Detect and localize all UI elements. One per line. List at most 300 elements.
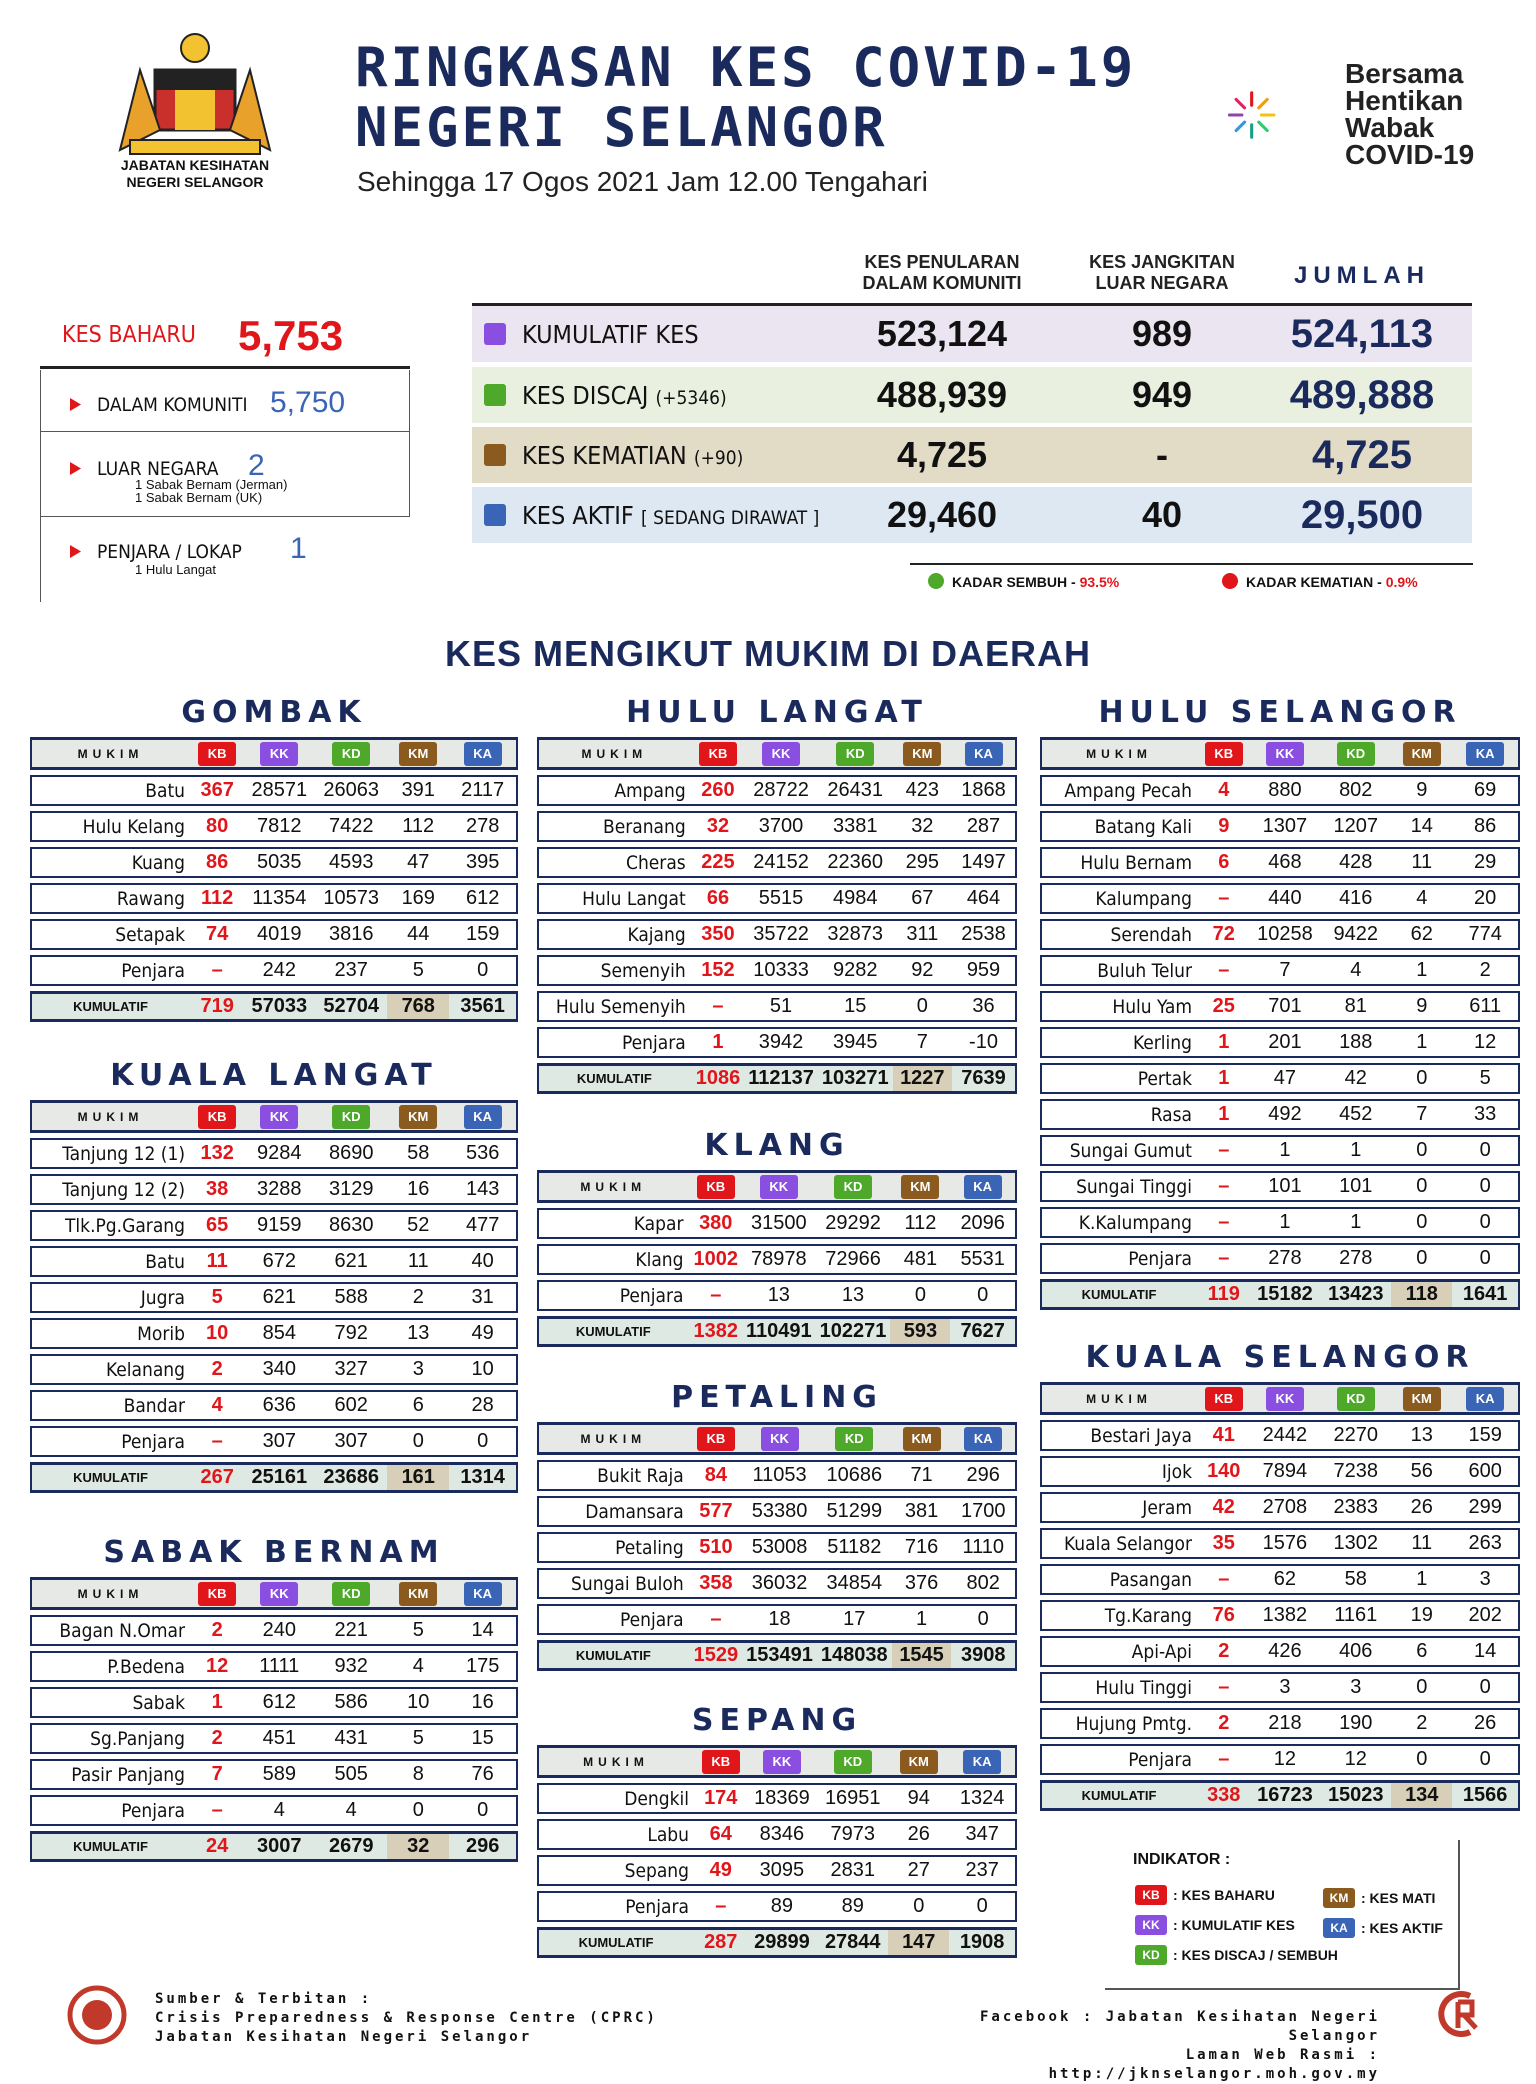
table-row: [1040, 1564, 1520, 1595]
table-cell: 7973: [817, 1819, 888, 1850]
table-row: [30, 1318, 518, 1349]
table-cell: Tanjung 12 (2): [30, 1174, 191, 1205]
col-km: KM: [888, 1745, 949, 1778]
table-cell: 510: [690, 1532, 743, 1563]
table-cell: 7422: [315, 811, 387, 842]
cumulative-cell: 148038: [817, 1640, 892, 1671]
table-cell: 0: [1452, 1207, 1520, 1238]
table-cell: 0: [449, 1426, 518, 1457]
table-row: [1040, 1135, 1520, 1166]
indicator-title: INDIKATOR :: [1133, 1851, 1231, 1868]
table-cell: 188: [1320, 1027, 1391, 1058]
table-cell: 2: [191, 1723, 243, 1754]
table-row: [30, 811, 518, 842]
table-cell: 12: [1452, 1027, 1520, 1058]
table-cell: 38: [191, 1174, 243, 1205]
table-row: [537, 1819, 1017, 1850]
table-cell: Bukit Raja: [537, 1460, 690, 1491]
table-cell: 0: [888, 1891, 949, 1922]
table-cell: Sungai Gumut: [1040, 1135, 1198, 1166]
district-title: KLANG: [704, 1128, 850, 1163]
table-cell: 89: [817, 1891, 888, 1922]
table-cell: 18369: [747, 1783, 818, 1814]
table-row: [1040, 1528, 1520, 1559]
table-header: [537, 737, 1017, 770]
table-cell: 350: [692, 919, 745, 950]
campaign-logo: [1225, 55, 1345, 175]
table-cell: 701: [1250, 991, 1321, 1022]
table-row: [30, 1174, 518, 1205]
summary-col1-header: KES PENULARAN DALAM KOMUNITI: [862, 252, 1022, 293]
table-cell: –: [1198, 955, 1250, 986]
footer-contact: Facebook : Jabatan Kesihatan Negeri Selangor Laman Web Rasmi : http://jknselangor.moh.gov.my: [979, 2009, 1380, 2082]
table-cell: 2: [1198, 1636, 1250, 1667]
table-row: [30, 1138, 518, 1169]
table-cell: 15: [818, 991, 893, 1022]
table-cell: 28: [449, 1390, 518, 1421]
table-cell: Sabak: [30, 1687, 191, 1718]
summary-community: 488,939: [876, 374, 1008, 415]
col-kb: KB: [191, 1577, 243, 1610]
table-cell: 464: [952, 883, 1017, 914]
table-header: [537, 1170, 1017, 1203]
table-cell: 1207: [1320, 811, 1391, 842]
table-cell: 76: [449, 1759, 518, 1790]
col-kd: KD: [818, 737, 893, 770]
table-cell: Batu: [30, 775, 191, 806]
table-cell: 112: [191, 883, 243, 914]
table-cell: 40: [449, 1246, 518, 1277]
table-cell: 7: [1391, 1099, 1452, 1130]
table-cell: –: [191, 955, 243, 986]
table-row: [30, 1615, 518, 1646]
table-cell: Penjara: [537, 1604, 690, 1635]
table-cell: 16: [387, 1174, 449, 1205]
table-cell: 0: [951, 1604, 1017, 1635]
col-ka: KA: [449, 1577, 518, 1610]
table-cell: 1161: [1320, 1600, 1391, 1631]
table-cell: 65: [191, 1210, 243, 1241]
cumulative-cell: 32: [387, 1831, 449, 1862]
table-cell: 56: [1391, 1456, 1452, 1487]
table-cell: 51299: [817, 1496, 892, 1527]
table-cell: 78978: [742, 1244, 816, 1275]
cumulative-label: KUMULATIF: [1040, 1279, 1198, 1310]
table-cell: 1: [892, 1604, 952, 1635]
table-row: [1040, 1171, 1520, 1202]
table-cell: 13: [1391, 1420, 1452, 1451]
table-cell: 11053: [742, 1460, 817, 1491]
table-cell: 1: [1198, 1027, 1250, 1058]
table-cell: 367: [191, 775, 243, 806]
table-cell: 12: [1250, 1744, 1321, 1775]
summary-col3-header: JUMLAH: [1294, 262, 1430, 289]
col-mukim: MUKIM: [537, 737, 692, 770]
col-mukim: MUKIM: [1040, 1382, 1198, 1415]
cumulative-row: [537, 1640, 1017, 1671]
table-cell: 14: [449, 1615, 518, 1646]
table-cell: 152: [692, 955, 745, 986]
table-row: [1040, 1027, 1520, 1058]
table-cell: 431: [315, 1723, 387, 1754]
table-cell: 35722: [744, 919, 818, 950]
table-cell: 505: [315, 1759, 387, 1790]
table-row: [537, 1891, 1017, 1922]
table-cell: 311: [893, 919, 952, 950]
section-title: KES MENGIKUT MUKIM DI DAERAH: [445, 633, 1091, 674]
table-cell: Klang: [537, 1244, 690, 1275]
table-cell: 7: [893, 1027, 952, 1058]
table-cell: 588: [315, 1282, 387, 1313]
table-row: [537, 955, 1017, 986]
table-cell: Sungai Buloh: [537, 1568, 690, 1599]
table-header: [537, 1745, 1017, 1778]
table-row: [537, 1208, 1017, 1239]
cprc-seal-logo: [62, 1985, 132, 2045]
table-cell: Penjara: [537, 1280, 690, 1311]
table-cell: 1002: [690, 1244, 743, 1275]
table-cell: 13: [816, 1280, 891, 1311]
table-cell: 47: [387, 847, 449, 878]
table-cell: 296: [951, 1460, 1017, 1491]
table-cell: Batang Kali: [1040, 811, 1198, 842]
col-mukim: MUKIM: [30, 1100, 191, 1133]
table-cell: 140: [1198, 1456, 1250, 1487]
table-cell: Kapar: [537, 1208, 690, 1239]
indicator-kd: KD : KES DISCAJ / SEMBUH: [1135, 1945, 1338, 1965]
table-cell: 3945: [818, 1027, 893, 1058]
col-kb: KB: [191, 737, 243, 770]
col-kk: KK: [742, 1170, 816, 1203]
table-cell: 406: [1320, 1636, 1391, 1667]
table-row: [1040, 991, 1520, 1022]
table-cell: 1324: [949, 1783, 1017, 1814]
district-table: [537, 1740, 1017, 1963]
cumulative-cell: 52704: [315, 991, 387, 1022]
table-cell: 1497: [952, 847, 1017, 878]
table-cell: Batu: [30, 1246, 191, 1277]
cumulative-row: [537, 1063, 1017, 1094]
table-cell: 381: [892, 1496, 952, 1527]
table-cell: 5: [387, 955, 449, 986]
table-cell: 774: [1452, 919, 1520, 950]
table-cell: 4: [1320, 955, 1391, 986]
table-cell: 2538: [952, 919, 1017, 950]
table-cell: Penjara: [537, 1891, 695, 1922]
table-cell: Cheras: [537, 847, 692, 878]
table-cell: 260: [692, 775, 745, 806]
table-row: [1040, 1456, 1520, 1487]
table-cell: 32873: [818, 919, 893, 950]
col-ka: KA: [952, 737, 1017, 770]
table-cell: 0: [1452, 1243, 1520, 1274]
col-kb: KB: [690, 1422, 743, 1455]
cumulative-cell: 27844: [817, 1927, 888, 1958]
col-kk: KK: [1250, 737, 1321, 770]
table-row: [1040, 883, 1520, 914]
table-cell: 5035: [243, 847, 315, 878]
summary-total: 524,113: [1290, 311, 1434, 356]
table-cell: 621: [243, 1282, 315, 1313]
table-cell: 36032: [742, 1568, 817, 1599]
district-table: [537, 1165, 1017, 1352]
table-cell: 64: [695, 1819, 747, 1850]
col-kb: KB: [1198, 737, 1250, 770]
col-mukim: MUKIM: [30, 1577, 191, 1610]
table-cell: 33: [1452, 1099, 1520, 1130]
col-km: KM: [387, 1100, 449, 1133]
table-cell: 26063: [315, 775, 387, 806]
cumulative-cell: 1227: [893, 1063, 952, 1094]
table-cell: 0: [1391, 1135, 1452, 1166]
table-cell: 1: [1391, 955, 1452, 986]
table-cell: 602: [315, 1390, 387, 1421]
district-title: HULU SELANGOR: [1098, 695, 1462, 730]
summary-row-label: KES AKTIF [ SEDANG DIRAWAT ]: [522, 500, 820, 530]
table-cell: 600: [1452, 1456, 1520, 1487]
col-kd: KD: [817, 1422, 892, 1455]
cumulative-cell: 7627: [950, 1316, 1017, 1347]
table-cell: Ampang Pecah: [1040, 775, 1198, 806]
table-cell: 7: [1250, 955, 1321, 986]
table-cell: 278: [1320, 1243, 1391, 1274]
table-cell: 452: [1320, 1099, 1391, 1130]
col-ka: KA: [949, 1745, 1017, 1778]
table-cell: 358: [690, 1568, 743, 1599]
district-title: SEPANG: [691, 1703, 863, 1738]
table-cell: 295: [893, 847, 952, 878]
table-cell: 477: [449, 1210, 518, 1241]
table-cell: Bandar: [30, 1390, 191, 1421]
district-table: [1040, 732, 1520, 1315]
table-cell: 26: [888, 1819, 949, 1850]
table-cell: 3: [1320, 1672, 1391, 1703]
table-cell: Hulu Tinggi: [1040, 1672, 1198, 1703]
table-cell: 49: [449, 1318, 518, 1349]
table-cell: 29292: [816, 1208, 891, 1239]
table-header: [30, 1577, 518, 1610]
table-cell: 481: [890, 1244, 950, 1275]
table-cell: Sungai Tinggi: [1040, 1171, 1198, 1202]
table-cell: –: [690, 1604, 743, 1635]
indicator-kb: KB : KES BAHARU: [1135, 1885, 1275, 1905]
table-cell: 612: [243, 1687, 315, 1718]
table-cell: 932: [315, 1651, 387, 1682]
table-cell: 5: [1452, 1063, 1520, 1094]
table-cell: 380: [690, 1208, 743, 1239]
cumulative-label: KUMULATIF: [537, 1927, 695, 1958]
col-kd: KD: [817, 1745, 888, 1778]
overseas-value: 2: [248, 449, 265, 482]
col-kk: KK: [1250, 1382, 1321, 1415]
cumulative-cell: 57033: [243, 991, 315, 1022]
table-cell: 86: [191, 847, 243, 878]
table-cell: –: [1198, 1744, 1250, 1775]
district-table: [30, 1572, 518, 1867]
cumulative-row: [30, 1462, 518, 1493]
table-cell: 80: [191, 811, 243, 842]
table-cell: 3700: [744, 811, 818, 842]
table-row: [30, 1282, 518, 1313]
table-cell: 9422: [1320, 919, 1391, 950]
table-cell: 112: [890, 1208, 950, 1239]
table-cell: 2442: [1250, 1420, 1321, 1451]
table-cell: 1: [692, 1027, 745, 1058]
table-header: [537, 1422, 1017, 1455]
col-kd: KD: [1320, 737, 1391, 770]
table-cell: 42: [1198, 1492, 1250, 1523]
table-cell: Labu: [537, 1819, 695, 1850]
table-cell: 1868: [952, 775, 1017, 806]
col-kb: KB: [690, 1170, 743, 1203]
table-cell: 1302: [1320, 1528, 1391, 1559]
table-cell: 67: [893, 883, 952, 914]
overseas-notes: 1 Sabak Bernam (Jerman) 1 Sabak Bernam (UK): [135, 477, 288, 505]
table-cell: 35: [1198, 1528, 1250, 1559]
table-cell: 1: [1198, 1063, 1250, 1094]
cumulative-cell: 119: [1198, 1279, 1250, 1310]
cumulative-label: KUMULATIF: [537, 1640, 690, 1671]
table-cell: 2383: [1320, 1492, 1391, 1523]
table-row: [537, 811, 1017, 842]
table-cell: 34854: [817, 1568, 892, 1599]
table-cell: 3288: [243, 1174, 315, 1205]
table-cell: 26: [1391, 1492, 1452, 1523]
table-cell: Kelanang: [30, 1354, 191, 1385]
summary-row: [472, 427, 1472, 483]
cumulative-cell: 153491: [742, 1640, 817, 1671]
table-cell: 5: [191, 1282, 243, 1313]
table-row: [30, 1354, 518, 1385]
col-mukim: MUKIM: [30, 737, 191, 770]
table-cell: Tanjung 12 (1): [30, 1138, 191, 1169]
table-cell: 10686: [817, 1460, 892, 1491]
summary-total: 29,500: [1300, 492, 1424, 537]
table-cell: 2: [1391, 1708, 1452, 1739]
page-title-line2: NEGERI SELANGOR: [355, 96, 888, 159]
table-cell: 589: [243, 1759, 315, 1790]
table-cell: 0: [1452, 1744, 1520, 1775]
table-cell: Kerling: [1040, 1027, 1198, 1058]
table-cell: 51182: [817, 1532, 892, 1563]
table-row: [537, 1855, 1017, 1886]
table-cell: 112: [387, 811, 449, 842]
cumulative-cell: 103271: [818, 1063, 893, 1094]
table-header: [1040, 737, 1520, 770]
table-cell: 240: [243, 1615, 315, 1646]
table-cell: 11: [387, 1246, 449, 1277]
cprc-logo: [1430, 1988, 1490, 2040]
table-row: [537, 1568, 1017, 1599]
col-ka: KA: [1452, 737, 1520, 770]
col-kk: KK: [243, 1100, 315, 1133]
cumulative-cell: 593: [890, 1316, 950, 1347]
table-cell: 20: [1452, 883, 1520, 914]
district-title: KUALA LANGAT: [110, 1058, 438, 1093]
table-cell: –: [191, 1426, 243, 1457]
cumulative-cell: 1314: [449, 1462, 518, 1493]
table-cell: –: [191, 1795, 243, 1826]
table-cell: 9284: [243, 1138, 315, 1169]
table-row: [30, 1687, 518, 1718]
table-cell: 792: [315, 1318, 387, 1349]
table-row: [1040, 1600, 1520, 1631]
table-cell: 53380: [742, 1496, 817, 1527]
table-cell: 58: [387, 1138, 449, 1169]
table-cell: Hujung Pmtg.: [1040, 1708, 1198, 1739]
table-cell: –: [1198, 1135, 1250, 1166]
cumulative-cell: 338: [1198, 1780, 1250, 1811]
table-cell: 1: [1320, 1207, 1391, 1238]
table-cell: 0: [1452, 1135, 1520, 1166]
table-header: [30, 737, 518, 770]
table-cell: 0: [890, 1280, 950, 1311]
cumulative-row: [1040, 1780, 1520, 1811]
table-row: [537, 991, 1017, 1022]
table-cell: 716: [892, 1532, 952, 1563]
table-cell: 159: [1452, 1420, 1520, 1451]
prison-value: 1: [290, 532, 307, 565]
table-cell: 586: [315, 1687, 387, 1718]
table-cell: Tlk.Pg.Garang: [30, 1210, 191, 1241]
summary-row: [472, 306, 1472, 362]
table-cell: 6: [1198, 847, 1250, 878]
table-cell: Setapak: [30, 919, 191, 950]
table-cell: 202: [1452, 1600, 1520, 1631]
table-cell: 451: [243, 1723, 315, 1754]
cumulative-cell: 1529: [690, 1640, 743, 1671]
table-cell: 2270: [1320, 1420, 1391, 1451]
table-cell: 49: [695, 1855, 747, 1886]
table-row: [1040, 1099, 1520, 1130]
table-cell: 14: [1391, 811, 1452, 842]
table-cell: 2096: [950, 1208, 1017, 1239]
table-cell: 31500: [742, 1208, 816, 1239]
cumulative-cell: 15023: [1320, 1780, 1391, 1811]
table-cell: 10: [449, 1354, 518, 1385]
table-cell: 27: [888, 1855, 949, 1886]
table-cell: 201: [1250, 1027, 1321, 1058]
table-row: [537, 1460, 1017, 1491]
table-cell: 4984: [818, 883, 893, 914]
table-row: [537, 1783, 1017, 1814]
table-cell: 22360: [818, 847, 893, 878]
cumulative-cell: 15182: [1250, 1279, 1321, 1310]
table-header: [1040, 1382, 1520, 1415]
col-mukim: MUKIM: [537, 1170, 690, 1203]
table-cell: 29: [1452, 847, 1520, 878]
table-cell: 92: [893, 955, 952, 986]
summary-overseas: 989: [1131, 313, 1193, 354]
table-cell: 1: [1320, 1135, 1391, 1166]
table-cell: –: [1198, 1564, 1250, 1595]
col-kb: KB: [692, 737, 745, 770]
table-row: [30, 1426, 518, 1457]
table-cell: 3: [1250, 1672, 1321, 1703]
cumulative-row: [1040, 1279, 1520, 1310]
district-table: [30, 732, 518, 1027]
table-cell: 1576: [1250, 1528, 1321, 1559]
table-cell: 8: [387, 1759, 449, 1790]
cumulative-row: [30, 991, 518, 1022]
prison-note: 1 Hulu Langat: [135, 562, 216, 577]
col-km: KM: [890, 1170, 950, 1203]
table-cell: 1382: [1250, 1600, 1321, 1631]
table-cell: Sg.Panjang: [30, 1723, 191, 1754]
table-cell: 18: [742, 1604, 817, 1635]
district-title: GOMBAK: [181, 695, 367, 730]
table-header: [30, 1100, 518, 1133]
